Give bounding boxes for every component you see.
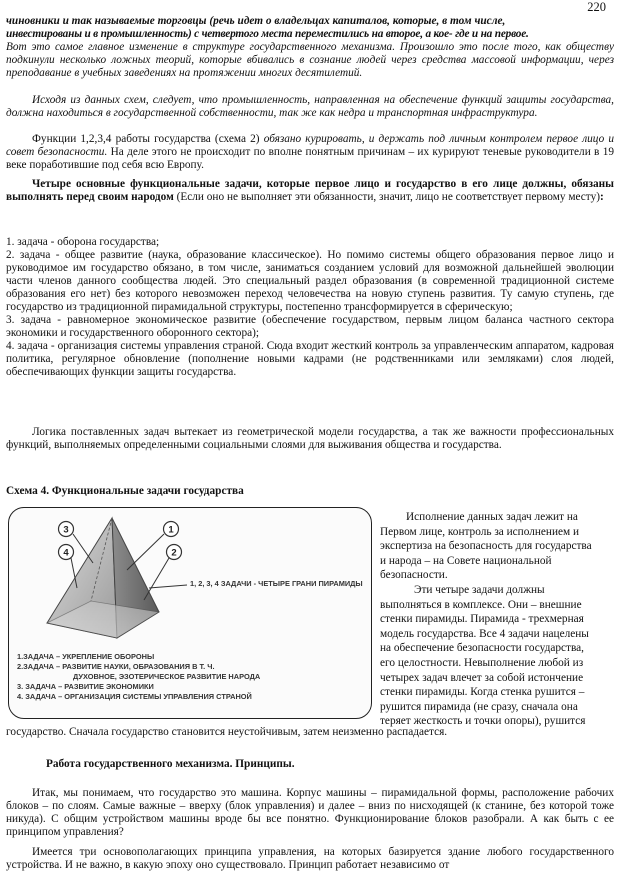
side-line: рушится пирамида (не сразу, сначала она [380,700,578,713]
paragraph-functions [6,133,614,172]
four-tasks-bold: Четыре основные функциональные задачи, которые первое лицо и государство в его лице должны, обязаны выполнять перед своим народом [6,178,614,203]
face-label-1: 1 [168,524,174,536]
side-line: четырех задач влечет за собой истончение [380,671,584,684]
page [6,0,614,875]
legend-line-3: ДУХОВНОЕ, ЭЗОТЕРИЧЕСКОЕ РАЗВИТИЕ НАРОДА [73,672,261,681]
after-figure-text: государство. Сначала государство становится неустойчивым, затем неизменно распадается. [6,726,448,738]
legend-line-2: 2.ЗАДАЧА – РАЗВИТИЕ НАУКИ, ОБРАЗОВАНИЯ В Т. Ч. [17,662,215,671]
paragraph-industry: Исходя из данных схем, следует, что промышленность, направленная на обеспечение функций защиты государства, должна находиться в государственной собственности, так же как недра и транспортная инфраструктура. [6,94,614,119]
side-line: теряет жесткость и точки опоры), рушится [380,715,586,728]
side-line: стенки пирамиды. Когда стенка рушится – [380,686,585,699]
face-label-4: 4 [63,547,69,559]
list-item: 1. задача - оборона государства; [6,236,160,248]
paragraph-principles: Имеется три основополагающих принципа управления, на которых базируется здание любого государственного устройства. И не важно, в какую эпоху оно существовало. Принцип работает независимо от [6,846,614,871]
side-line: Исполнение данных задач лежит на [406,511,578,523]
intro-rest: Вот это самое главное изменение в структуре государственного механизма. Произошло это после того, как обществу подкинули несколько ложных теорий, которые вбивались в сознание людей через средства массовой информации, через преподавание в учебных заведениях на протяжении многих десятилетий. [6,41,614,79]
intro-paragraph [6,15,614,80]
pointer-3 [73,534,93,563]
list-item: 4. задача - организация системы управления страной. Сюда входит жесткий контроль за управленческим аппаратом, кадровая политика, регулярное обновление (пополнение новыми кадрами (не родственниками или земляками) слоя людей, обеспечивающих функции защиты государства. [6,340,614,378]
page-number: 220 [587,0,606,14]
side-line: на обеспечение безопасности государства, [380,642,584,655]
caption-pointer [149,585,187,588]
four-tasks-note: (Если оно не выполняет эти обязанности, значит, лицо не соответствует первому месту) [173,191,600,203]
side-line: его целостности. Невыполнение любой из [380,656,584,669]
side-line: безопасности. [380,569,448,582]
figure-caption: 1, 2, 3, 4 ЗАДАЧИ - ЧЕТЫРЕ ГРАНИ ПИРАМИДЫ [190,579,363,588]
legend-line-1: 1.ЗАДАЧА – УКРЕПЛЕНИЕ ОБОРОНЫ [17,652,155,661]
paragraph-logic: Логика поставленных задач вытекает из геометрической модели государства, а так же важности профессиональных функций, выполняемых определенными социальными слоями для выживания общества и государства. [6,426,614,451]
side-line: и народа – на Совете национальной [380,554,552,567]
face-label-2: 2 [171,547,177,559]
pointer-1 [127,534,164,570]
side-line: экспертиза на безопасность для государства [380,540,592,553]
four-tasks-colon: : [599,191,604,203]
functions-text-c: На деле этого не происходит по вполне понятным причинам – их курируют теневые руководители в 19 веке поработившие под себя всю Европу. [6,146,614,171]
functions-text-b: обязано курировать, и держать под личным контролем первое лицо и совет безопасности. [6,133,615,158]
face-label-3: 3 [63,524,69,536]
task-list [6,236,614,379]
list-item: 3. задача - равномерное экономическое развитие (обеспечение государством, первым лицом баланса частного сектора экономики и государственного оборонного сектора); [6,314,614,339]
section-title: Работа государственного механизма. Принципы. [46,758,295,770]
paragraph-machine: Итак, мы понимаем, что государство это машина. Корпус машины – пирамидальной формы, расположение рабочих блоков – по слоям. Самые важные – вверху (блок управления) и далее – вниз по нисходящей (к станине, без которой тоже никуда). С общим устройством машины вроде бы все понятно. Функционирование блоков разобрали. А как быть с ее принципом управления? [6,787,614,838]
pointer-2 [144,558,169,600]
intro-line-2: инвестированы и в промышленность) с четвертого места переместились на второе, а кое- где и на первое. [6,28,529,40]
intro-line-1: чиновники и так называемые торговцы (речь идет о владельцах капиталов, которые, в том числе, [6,15,506,27]
legend-line-5: 4. ЗАДАЧА – ОРГАНИЗАЦИЯ СИСТЕМЫ УПРАВЛЕНИЯ СТРАНОЙ [17,692,252,701]
side-line: Эти четыре задачи должны [414,583,545,596]
side-text [380,510,614,729]
list-item: 2. задача - общее развитие (наука, образование классическое). Но помимо системы общего образования первое лицо и руководимое им государство обязано, в том числе, заниматься созданием условий для возможной дальнейшей эволюции части членов данного сообщества людей. Это специальный раздел образования (в современной традиционной системе образования его нет) без которого невозможен переход человечества на новую ступень развития. Ту самую ступень, где государство из традиционной пирамидальной структуры, постепенно трансформируется в сферическую; [6,249,614,313]
pyramid-figure [8,507,372,719]
side-line: Первом лице, контроль за исполнением и [380,525,580,538]
side-line: выполняться в комплексе. Они – внешние [380,598,582,611]
side-line: стенки пирамиды. Пирамида - трехмерная [380,613,584,626]
legend-line-4: 3. ЗАДАЧА – РАЗВИТИЕ ЭКОНОМИКИ [17,682,154,691]
paragraph-four-tasks [6,178,614,204]
scheme-title: Схема 4. Функциональные задачи государства [6,485,244,497]
side-line: модель государства. Все 4 задачи нацелены [380,627,589,640]
functions-text-a: Функции 1,2,3,4 работы государства (схема 2) [32,133,264,145]
